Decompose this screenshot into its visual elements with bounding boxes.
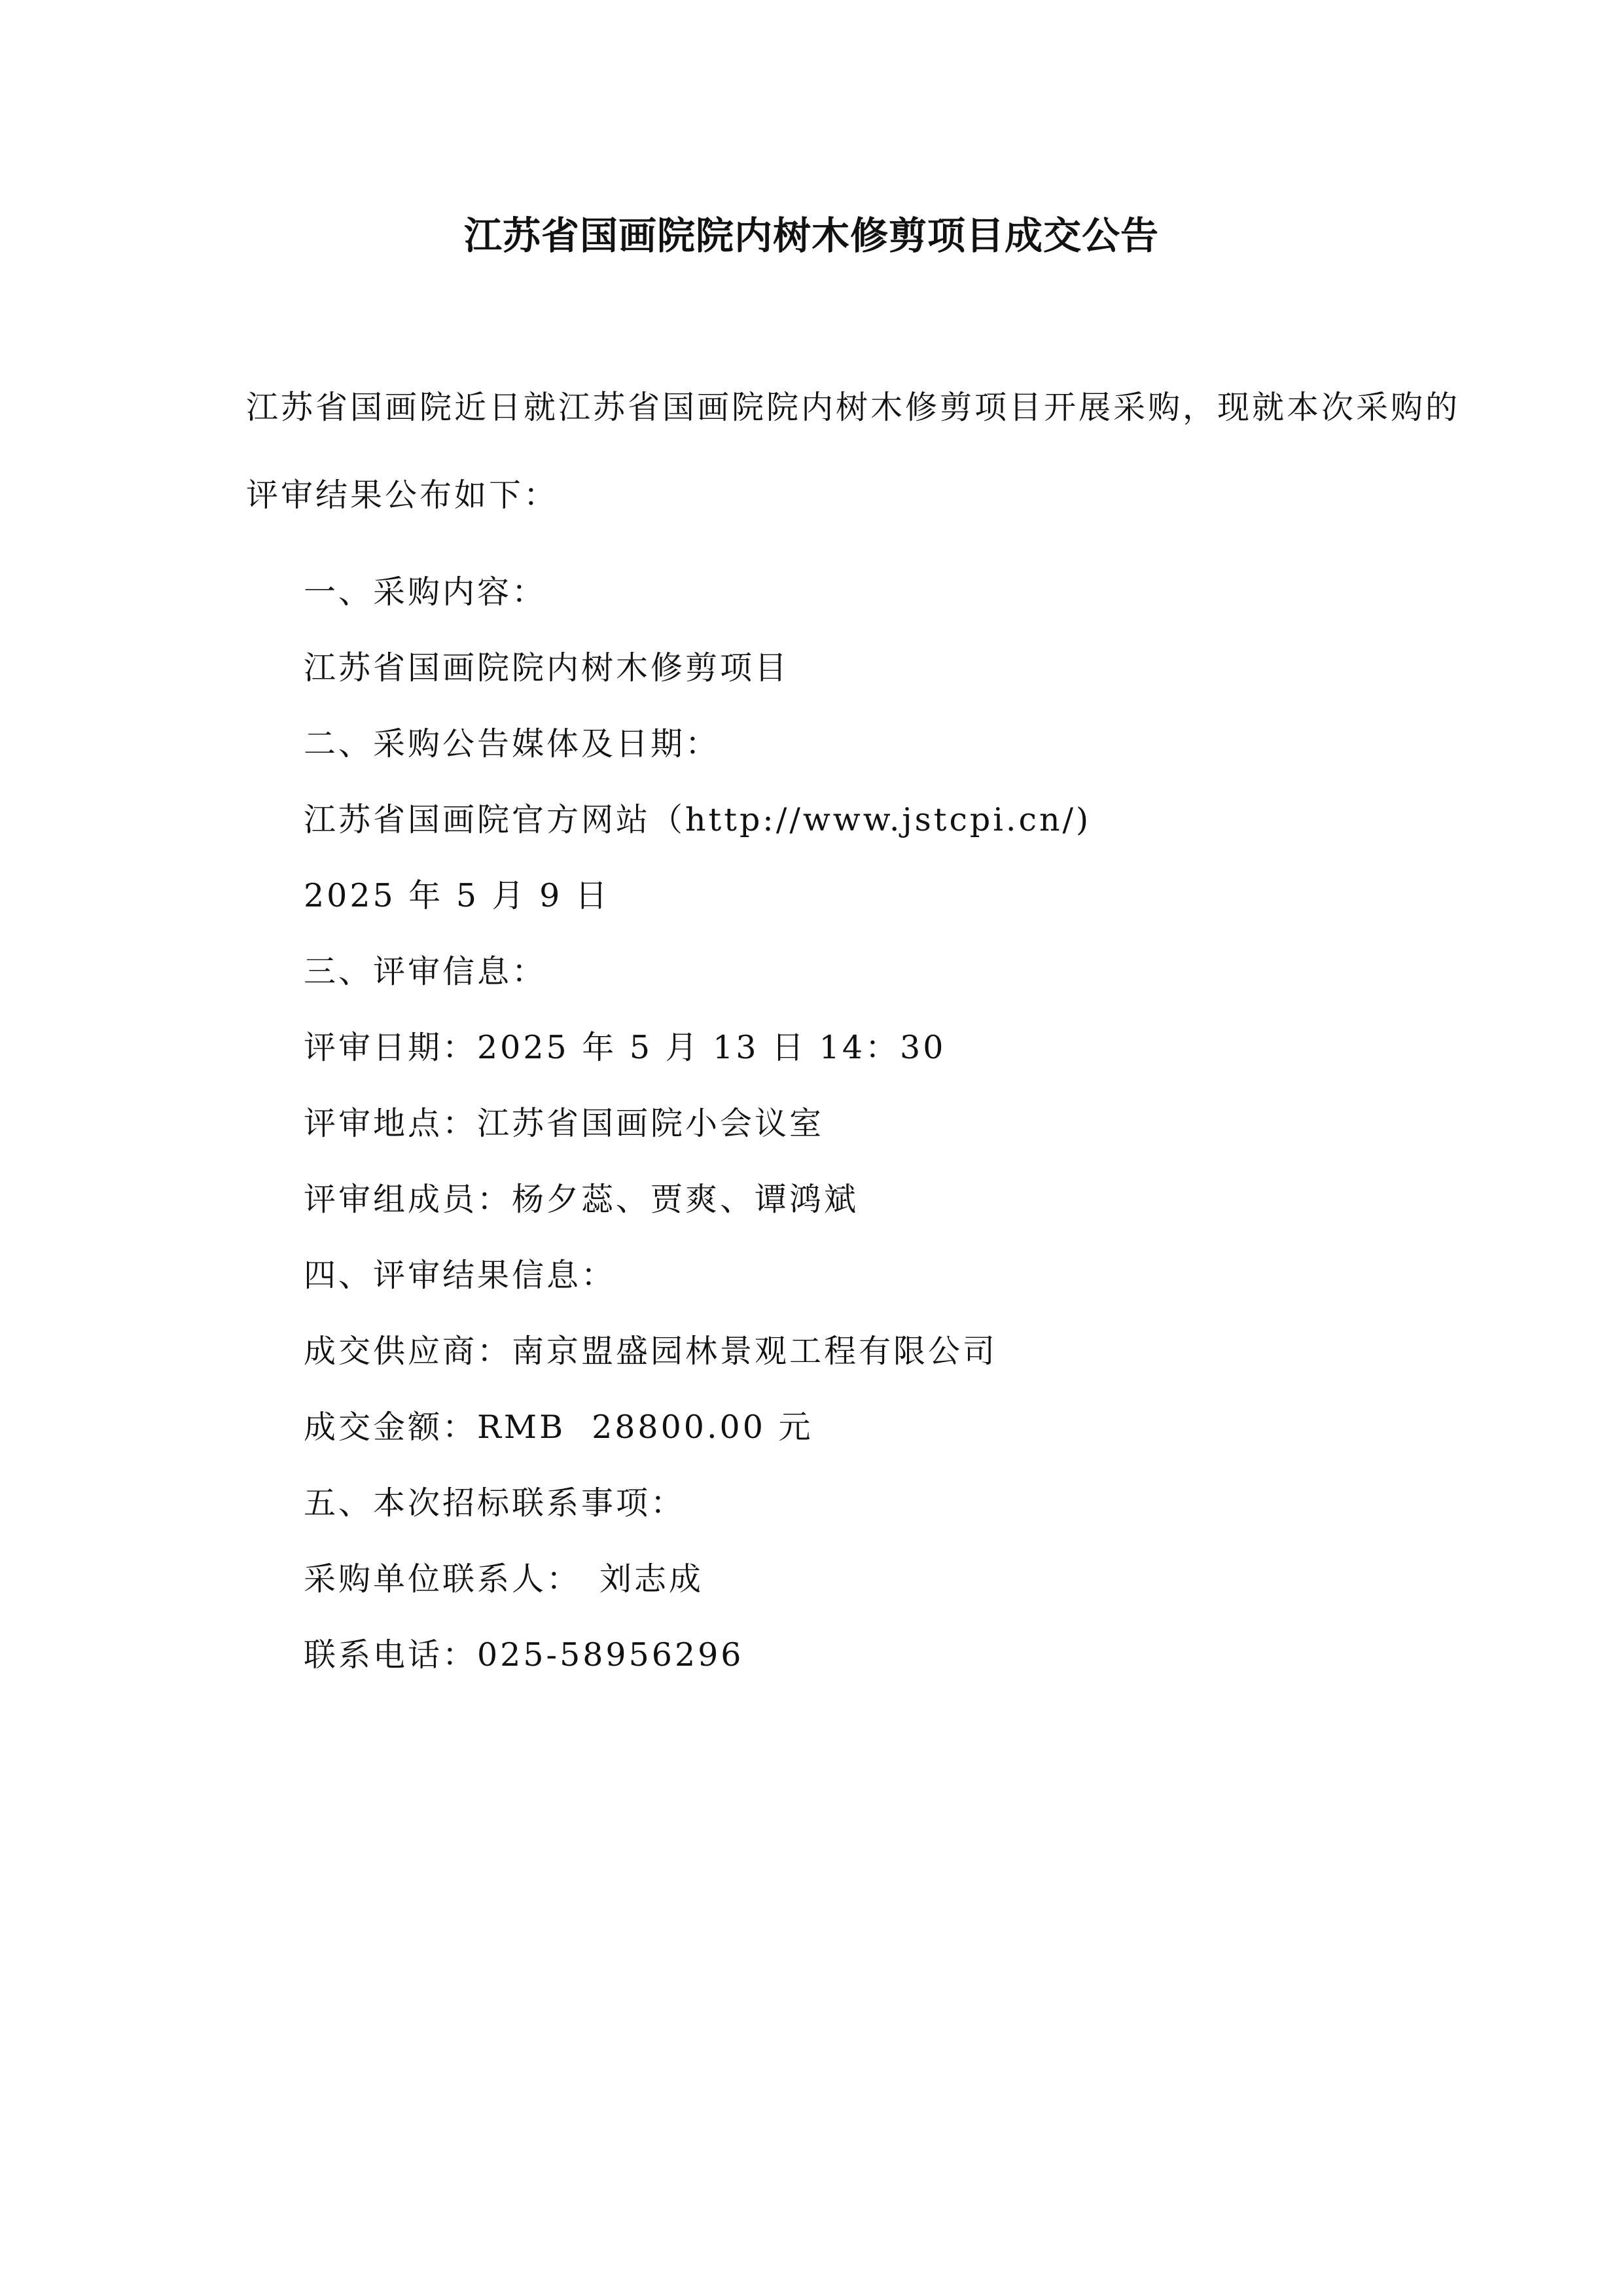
section-3-heading: 三、评审信息： <box>304 953 547 990</box>
section-4-heading: 四、评审结果信息： <box>304 1257 616 1294</box>
contact-person-name: 刘志成 <box>599 1560 704 1598</box>
section-1-heading: 一、采购内容： <box>304 573 547 611</box>
contract-amount <box>304 1405 813 1450</box>
procurement-item: 江苏省国画院院内树木修剪项目 <box>304 649 790 687</box>
section-5-heading: 五、本次招标联系事项： <box>304 1484 686 1522</box>
review-place: 评审地点：江苏省国画院小会议室 <box>304 1105 825 1142</box>
document-title: 江苏省国画院院内树木修剪项目成交公告 <box>463 213 1159 258</box>
review-date: 评审日期：2025 年 5 月 13 日 14：30 <box>304 1029 946 1066</box>
intro-paragraph-line-1: 江苏省国画院近日就江苏省国画院院内树木修剪项目开展采购，现就本次采购的 <box>246 389 1461 426</box>
contact-person <box>304 1556 704 1602</box>
winning-supplier: 成交供应商：南京盟盛园林景观工程有限公司 <box>304 1333 998 1370</box>
review-members: 评审组成员：杨夕蕊、贾爽、谭鸿斌 <box>304 1181 859 1218</box>
announcement-media: 江苏省国画院官方网站（http://www.jstcpi.cn/) <box>304 801 1092 838</box>
announcement-date: 2025 年 5 月 9 日 <box>304 877 610 914</box>
contract-amount-value: 28800.00 元 <box>592 1408 813 1446</box>
contact-person-label: 采购单位联系人： <box>304 1560 582 1598</box>
section-2-heading: 二、采购公告媒体及日期： <box>304 725 721 762</box>
intro-paragraph-line-2: 评审结果公布如下： <box>246 476 559 514</box>
contact-phone: 联系电话：025-58956296 <box>304 1636 744 1674</box>
contract-amount-label: 成交金额：RMB <box>304 1408 566 1446</box>
